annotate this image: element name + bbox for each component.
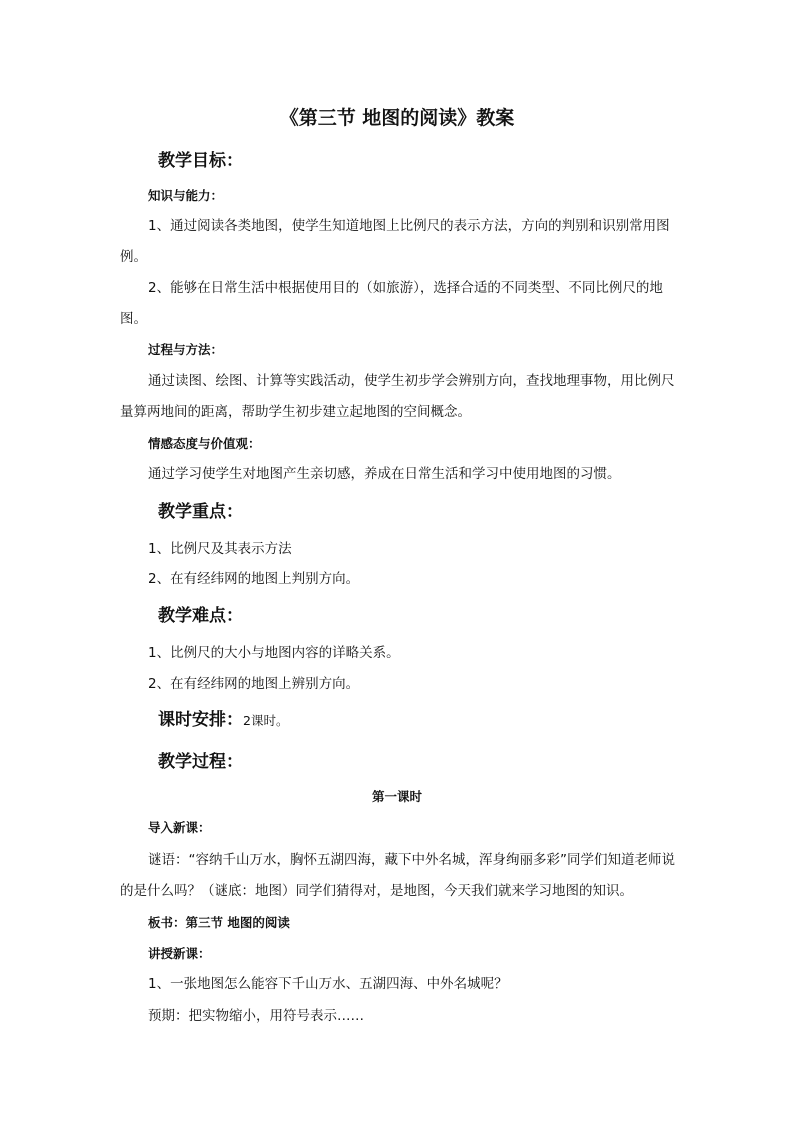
knowledge-item-2: 2、能够在日常生活中根据使用目的（如旅游），选择合适的不同类型、不同比例尺的地图。 bbox=[120, 280, 663, 327]
document-title: 《第三节 地图的阅读》教案 bbox=[279, 107, 515, 129]
intro-heading: 导入新课： bbox=[148, 820, 211, 835]
key-points-heading: 教学重点： bbox=[158, 502, 243, 522]
difficulty-1: 1、比例尺的大小与地图内容的详略关系。 bbox=[148, 645, 400, 661]
process-text: 通过读图、绘图、计算等实践活动，使学生初步学会辨别方向，查找地理事物，用比例尺量算两地间的距离，帮助学生初步建立起地图的空间概念。 bbox=[120, 373, 675, 420]
intro-text: 谜语：“容纳千山万水，胸怀五湖四海，藏下中外名城，浑身绚丽多彩”同学们知道老师说的是什么吗？（谜底：地图）同学们猜得对，是地图，今天我们就来学习地图的知识。 bbox=[120, 852, 675, 899]
key-point-1: 1、比例尺及其表示方法 bbox=[148, 541, 292, 557]
schedule-heading bbox=[158, 707, 288, 734]
difficulties-heading: 教学难点： bbox=[158, 606, 243, 626]
attitude-heading: 情感态度与价值观： bbox=[148, 436, 261, 451]
lesson-1-label: 第一课时 bbox=[371, 789, 422, 804]
teach-heading: 讲授新课： bbox=[148, 946, 211, 961]
key-point-2: 2、在有经纬网的地图上判别方向。 bbox=[148, 571, 360, 587]
difficulty-2: 2、在有经纬网的地图上辨别方向。 bbox=[148, 676, 360, 692]
knowledge-item-1: 1、通过阅读各类地图，使学生知道地图上比例尺的表示方法，方向的判别和识别常用图例。 bbox=[120, 218, 670, 265]
schedule-value: 2课时。 bbox=[243, 713, 289, 728]
schedule-label: 课时安排： bbox=[158, 710, 243, 730]
expected-answer: 预期：把实物缩小，用符号表示…… bbox=[148, 1008, 364, 1024]
procedure-heading: 教学过程： bbox=[158, 752, 243, 772]
process-heading: 过程与方法： bbox=[148, 342, 224, 357]
attitude-text: 通过学习使学生对地图产生亲切感，养成在日常生活和学习中使用地图的习惯。 bbox=[148, 466, 621, 482]
objectives-heading: 教学目标： bbox=[158, 151, 243, 171]
question-1: 1、一张地图怎么能容下千山万水、五湖四海、中外名城呢？ bbox=[148, 976, 508, 992]
board-text: 板书：第三节 地图的阅读 bbox=[148, 915, 290, 930]
knowledge-heading: 知识与能力： bbox=[148, 188, 224, 203]
